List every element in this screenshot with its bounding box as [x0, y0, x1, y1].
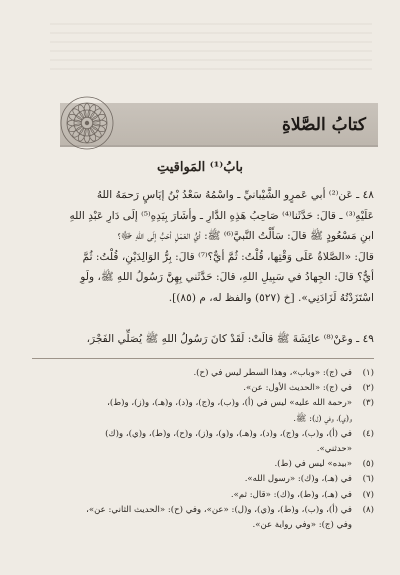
footnote-text: في (أ)، و(ب)، و(ط)، و(ي)، و(ل): «عن»، وفي (ح): «الحديث الثاني: عن»، [86, 504, 352, 515]
footnote [32, 442, 374, 457]
hadith-line: أيٌّ؟ قالَ: الجِهادُ في سَبِيلِ اللهِ، قالَ: حَدَّثَني بِهِنَّ رَسُولُ اللهِ ﷺ، ولَوِ [80, 271, 374, 284]
footnote-number: (٤) [362, 428, 374, 439]
footnote-text: في (ج): «الحديث الأول: عن». [243, 383, 352, 394]
footnote-number: (٥) [362, 459, 374, 470]
hadith-48 [32, 185, 374, 309]
footnotes [32, 366, 374, 533]
footnote-text: وفي (ج): «وفي رواية عن». [252, 520, 352, 531]
footnote-text: في (هـ)، و(ط)، و(ك): «قال: ثم». [230, 489, 352, 500]
footnote-text: «بيده» ليس في (ط). [274, 459, 352, 470]
footnote-text: في (هـ)، و(ك): «رسول الله». [244, 474, 352, 485]
hadith-line: ٤٨ ـ عَن⁽²⁾ أبي عَمرٍو الشَّيْبانيِّ ـ واسْمُهُ سَعْدُ بْنُ إيَاسٍ رَحمَهُ اللهُ [96, 189, 374, 201]
footnote-number: (٢) [362, 383, 374, 394]
footnote-text: و(ي)، وفي (ل): ﷺ. [293, 413, 352, 424]
footnote-number: (٦) [362, 474, 374, 485]
hadith-line: عَلَيْهِ⁽³⁾ ـ قالَ: حَدَّثَنا⁽⁴⁾ صَاحِبُ هَذِهِ الدَّارِ ـ وأشَارَ بِيَدِهِ⁽⁵⁾ إلَى دَارِ عَبْدِ اللهِ [69, 209, 374, 222]
footnote [32, 396, 374, 411]
footnote-text: في (ج): «وباب»، وهذا السطر ليس في (ح). [193, 368, 352, 378]
footnote-number: (٣) [362, 398, 374, 409]
footnote [32, 518, 374, 533]
footnote [32, 457, 374, 472]
footnote-text: «رحمة الله عليه» ليس في (أ)، و(ب)، و(ج)، و(د)، و(هـ)، و(ز)، و(ط)، [107, 398, 352, 409]
footnote-number [352, 518, 374, 533]
footnote-number: (٨) [362, 504, 374, 515]
footnote-number: (٧) [362, 489, 374, 500]
footnote [32, 412, 374, 427]
hadith-line: ابنِ مَسْعُودٍ ﷺ قالَ: سَأَلْتُ النَّبيَّ⁽⁶⁾ ﷺ: أيُّ العَمَلِ أحَبُّ إلَى اللهِ ﷻ؟ [117, 230, 374, 243]
footnote [32, 503, 374, 518]
hadith-line: قالَ: «الصَّلاةُ عَلَى وَقْتِها، قُلْتُ: ثُمَّ أيٌّ؟⁽⁷⁾ قالَ: بِرُّ الوَالِدَيْنِ، قُلْتُ: ثُمَّ [82, 250, 374, 263]
chapter-title: بابُ⁽¹⁾ المَواقيتِ [156, 160, 244, 175]
footnote-number [352, 442, 374, 457]
footnote-number [352, 412, 374, 427]
footnote [32, 427, 374, 442]
footnote-text: «حدثني». [316, 444, 352, 455]
book-title: كتابُ الصَّلاةِ [281, 115, 366, 135]
rosette-ornament-icon [58, 94, 116, 152]
footnote-divider [32, 358, 374, 359]
hadith-49: ٤٩ ـ وعَنْ⁽⁸⁾ عائِشَةَ ﷺ قالَتْ: لَقَدْ كانَ رَسُولُ اللهِ ﷺ يُصَلِّي الفَجْرَ، [86, 333, 374, 345]
footnote [32, 472, 374, 487]
footnote-number: (١) [362, 368, 374, 378]
bleed-through-text [50, 20, 372, 70]
footnote-text: في (أ)، و(ب)، و(ج)، و(د)، و(هـ)، و(و)، و(ز)، و(ح)، و(ط)، و(ي)، و(ك) [105, 428, 352, 439]
footnote [32, 366, 374, 381]
hadith-line: اسْتَزَدْتُهُ لَزَادَنِي». [خ (٥٢٧) والفظ له، م (٨٥)]. [168, 291, 374, 304]
footnote [32, 381, 374, 396]
footnote [32, 488, 374, 503]
